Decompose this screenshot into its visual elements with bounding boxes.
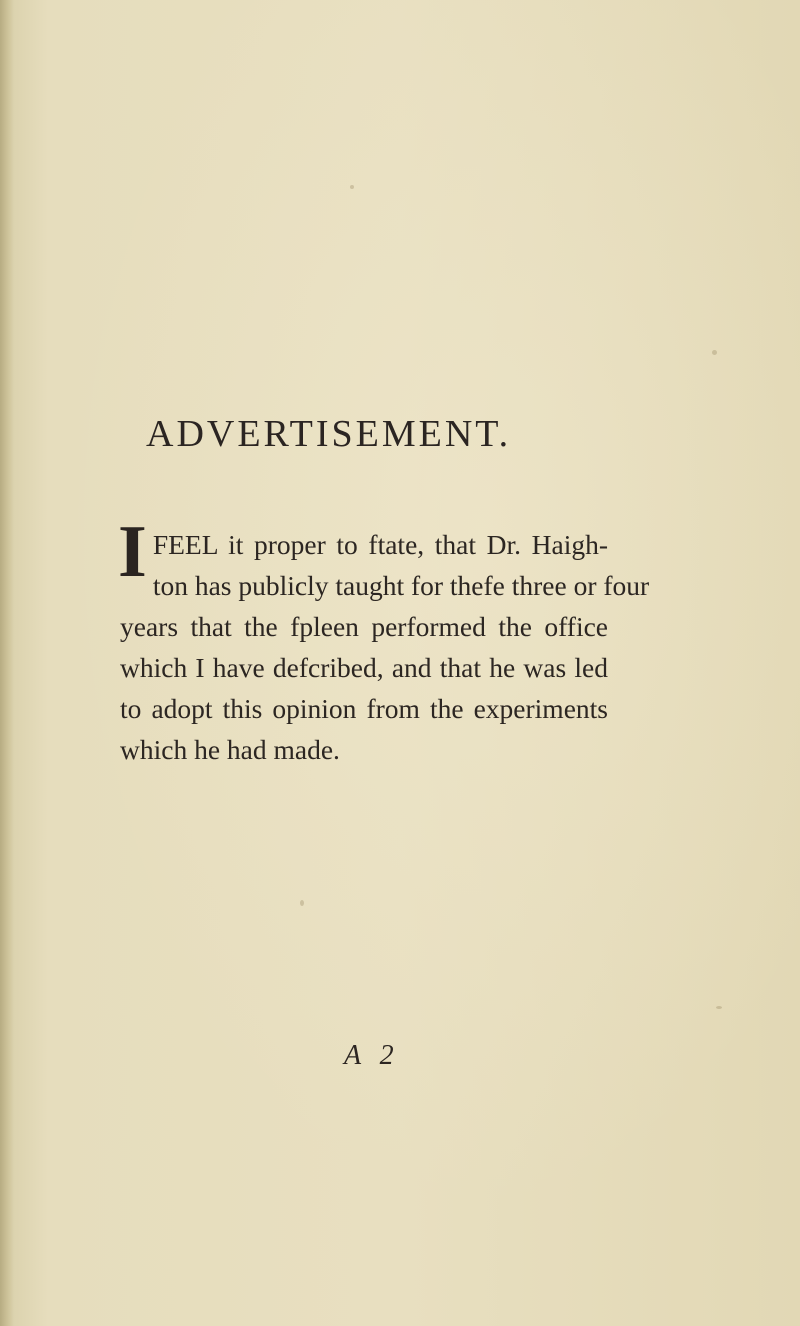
paper-spot <box>350 185 354 189</box>
paragraph-line: which I have defcribed, and that he was led <box>120 652 608 683</box>
paragraph-line: ton has publicly taught for thefe three or four <box>152 570 650 601</box>
page-title: ADVERTISEMENT. <box>146 413 512 455</box>
signature-mark: A 2 <box>344 1040 400 1071</box>
paragraph-line: which he had made. <box>120 734 340 765</box>
paper-spot <box>712 350 717 355</box>
paragraph-line: years that the fpleen performed the office <box>120 611 608 642</box>
paper-spot <box>716 1006 722 1009</box>
paragraph-line: FEEL it proper to ftate, that Dr. Haigh- <box>152 529 608 560</box>
paper-spot <box>300 900 304 906</box>
page-binding-edge <box>0 0 14 1326</box>
advertisement-paragraph <box>118 511 650 770</box>
drop-cap: I <box>118 511 147 593</box>
paragraph-line: to adopt this opinion from the experiments <box>120 693 608 724</box>
